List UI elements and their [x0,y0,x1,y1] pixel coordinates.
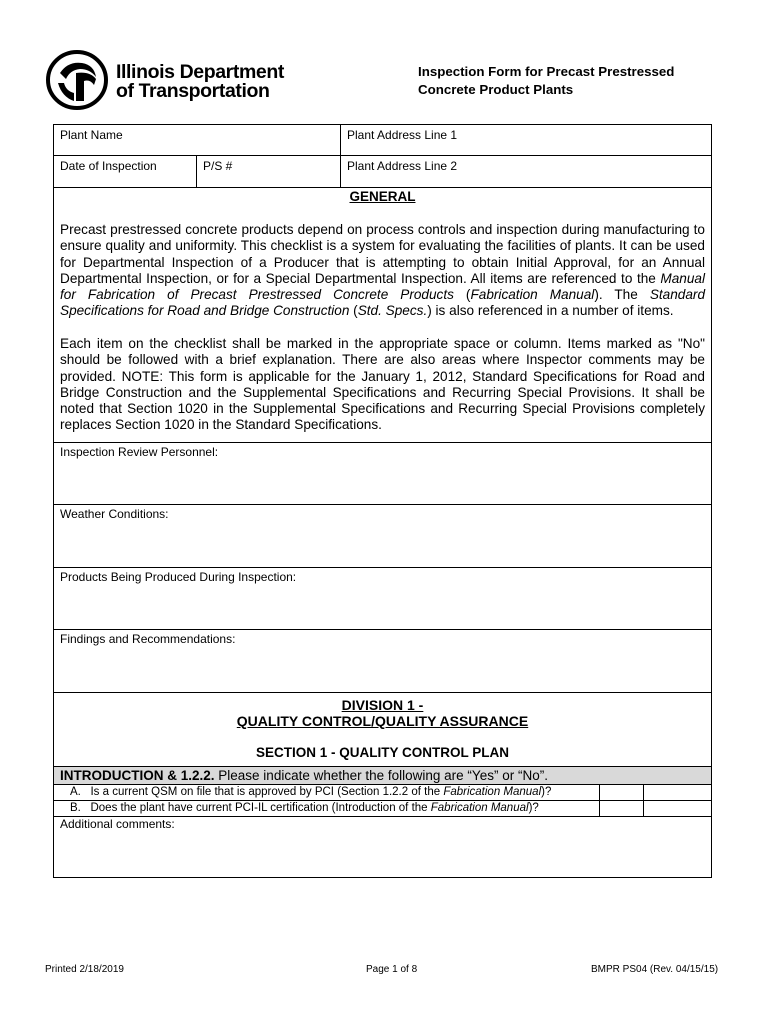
agency-name-line1: Illinois Department [116,61,284,83]
question-a-yes-cell[interactable] [599,785,644,800]
introduction-row [54,766,711,785]
review-personnel-field[interactable] [54,443,711,505]
question-a-no-cell[interactable] [643,785,688,800]
question-row-b [54,801,711,817]
review-personnel-label: Inspection Review Personnel: [60,445,219,459]
form-row-date [54,156,711,188]
general-paragraph-1 [60,222,705,320]
ps-number-label: P/S # [203,159,233,173]
p1-std-specs-title: Standard Specifications for Road and Bridge Construction [60,287,705,319]
date-of-inspection-label: Date of Inspection [60,159,157,173]
question-b-post: )? [528,802,539,814]
question-b-no-cell[interactable] [643,801,688,816]
division-heading: DIVISION 1 - [341,697,424,713]
plant-name-field[interactable] [54,125,340,155]
plant-address-1-field[interactable] [340,125,711,155]
form-row-plant [54,125,711,156]
question-a-letter: A. [70,786,81,798]
plant-name-label: Plant Name [60,128,123,142]
general-section [54,188,711,443]
p1-text-d: ( [349,303,358,319]
agency-name-line2: of Transportation [116,80,270,102]
question-a-text [70,785,551,800]
p1-text-b: ( [453,287,471,303]
form-title-line1: Inspection Form for Precast Prestressed [418,64,675,79]
form-title [418,63,728,99]
additional-comments-field[interactable] [54,817,711,877]
p1-fab-manual-short: Fabrication Manual [470,287,595,303]
products-field[interactable] [54,568,711,630]
footer-printed-date: Printed 2/18/2019 [45,964,124,975]
general-paragraph-2: Each item on the checklist shall be marked in the appropriate space or column. Items marked as "No" should be followed with a brief explanation. There are also areas where Inspector comments may be provided. NOTE: This form is applicable for the January 1, 2012, Standard Specifications for Road and Bridge Construction and the Supplemental Specifications and Recurring Special Provisions. It shall be noted that Section 1020 in the Supplemental Specifications and Recurring Special Provisions completely replaces Section 1020 in the Standard Specifications. [60,336,705,433]
footer-page-number: Page 1 of 8 [366,964,418,975]
form-title-line2: Concrete Product Plants [418,82,574,97]
plant-address-2-field[interactable] [340,156,711,187]
findings-field[interactable] [54,630,711,693]
weather-conditions-field[interactable] [54,505,711,568]
p1-fab-manual-title: Manual for Fabrication of Precast Prestressed Concrete Products [60,270,705,303]
weather-conditions-label: Weather Conditions: [60,507,169,521]
additional-comments-label: Additional comments: [60,817,175,831]
question-b-yes-cell[interactable] [599,801,644,816]
ps-number-field[interactable] [196,156,340,187]
introduction-text: Please indicate whether the following are “Yes” or “No”. [214,768,548,783]
agency-name [116,63,284,101]
agency-logo [46,49,296,111]
question-b-pre: Does the plant have current PCI-IL certification (Introduction of the [90,802,431,814]
question-a-post: )? [541,786,552,798]
question-a-pre: Is a current QSM on file that is approved by PCI (Section 1.2.2 of the [90,786,444,798]
question-b-ital: Fabrication Manual [430,802,529,814]
plant-address-1-label: Plant Address Line 1 [347,128,458,142]
products-label: Products Being Produced During Inspection: [60,570,297,584]
question-b-letter: B. [70,802,81,814]
division-subheading: QUALITY CONTROL/QUALITY ASSURANCE [236,713,529,729]
p1-text-a: Precast prestressed concrete products depend on process controls and inspection during manufacturing to ensure quality and uniformity. This checklist is a system for evaluating the facilities of plants. It can be used for Departmental Inspection of a Producer that is attempting to obtain Initial Approval, for an Annual Departmental Inspection, or for a Special Departmental Inspection. All items are referenced to the [60,222,705,286]
footer-form-id: BMPR PS04 (Rev. 04/15/15) [591,964,719,975]
plant-address-2-label: Plant Address Line 2 [347,159,458,173]
introduction-label: INTRODUCTION & 1.2.2. [60,768,215,783]
p1-text-c: ). The [594,287,650,303]
question-b-text [70,801,539,816]
findings-label: Findings and Recommendations: [60,632,236,646]
question-row-a [54,785,711,801]
date-of-inspection-field[interactable] [54,156,196,187]
section-heading: SECTION 1 - QUALITY CONTROL PLAN [255,745,509,760]
p1-std-specs-short: Std. Specs. [357,303,428,319]
p1-text-e: ) is also referenced in a number of items. [427,303,674,319]
inspection-form [53,124,712,878]
general-heading: GENERAL [349,189,416,204]
question-a-ital: Fabrication Manual [443,786,542,798]
idot-emblem-icon [46,49,110,113]
